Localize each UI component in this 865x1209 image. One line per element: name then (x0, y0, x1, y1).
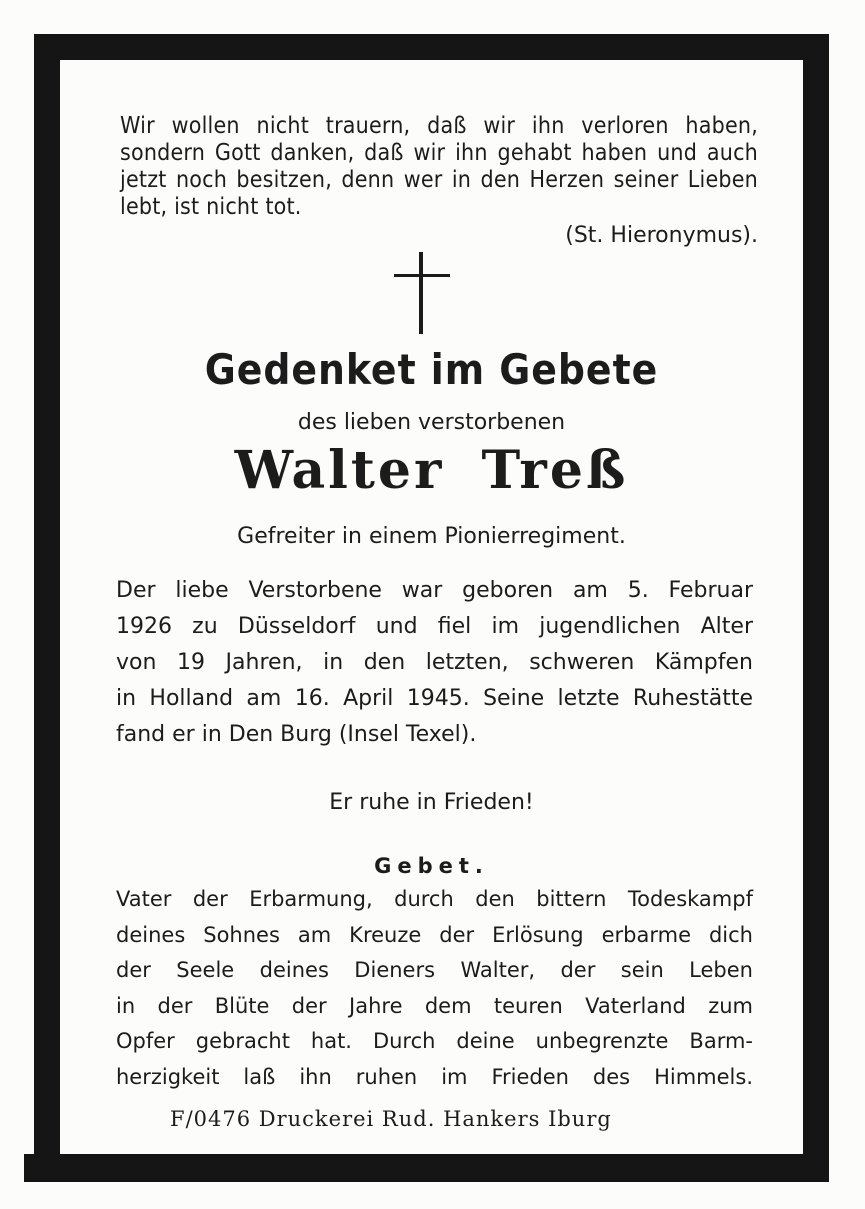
memorial-subheading: des lieben verstorbenen (297, 410, 566, 435)
border-top (34, 34, 810, 60)
farewell-text: Er ruhe in Frieden! (329, 790, 534, 815)
biography-line: fand er in Den Burg (Insel Texel). (116, 722, 477, 747)
prayer-text (116, 882, 753, 1095)
card-content (60, 60, 803, 1154)
biography-line: 1926 zu Düsseldorf und fiel im jugendlichen Alter (116, 614, 753, 639)
printer-imprint: F/0476 Druckerei Rud. Hankers Iburg (170, 1107, 612, 1131)
prayer-line: Opfer gebracht hat. Durch deine unbegrenzte Barm- (116, 1029, 753, 1053)
memorial-heading: Gedenket im Gebete (204, 345, 659, 394)
biography-line: von 19 Jahren, in den letzten, schweren Kämpfen (116, 650, 753, 675)
biography (116, 573, 753, 753)
deceased-name: Walter Treß (234, 440, 629, 501)
motto-text: Wir wollen nicht trauern, daß wir ihn verloren haben, sondern Gott danken, daß wir ihn gehabt haben und auch jetzt noch besitzen, denn wer in den Herzen seiner Lieben lebt, ist nicht tot. (120, 113, 758, 220)
prayer-line: deines Sohnes am Kreuze der Erlösung erbarme dich (116, 922, 753, 947)
deceased-rank: Gefreiter in einem Pionierregiment. (237, 524, 626, 549)
motto-source: (St. Hieronymus). (565, 223, 758, 248)
prayer-line: der Seele deines Dieners Walter, der sein Leben (116, 958, 753, 982)
biography-line: in Holland am 16. April 1945. Seine letzte Ruhestätte (116, 686, 753, 711)
border-right (803, 34, 829, 1182)
prayer-line: Vater der Erbarmung, durch den bittern Todeskampf (116, 887, 753, 911)
biography-line: Der liebe Verstorbene war geboren am 5. Februar (116, 578, 753, 603)
prayer-title: Gebet. (374, 854, 489, 878)
border-left (34, 34, 60, 1154)
prayer-line: herzigkeit laß ihn ruhen im Frieden des Himmels. (116, 1064, 753, 1089)
border-bottom (24, 1154, 818, 1182)
prayer-line: in der Blüte der Jahre dem teuren Vaterland zum (116, 993, 753, 1018)
latin-cross-icon (394, 252, 450, 334)
